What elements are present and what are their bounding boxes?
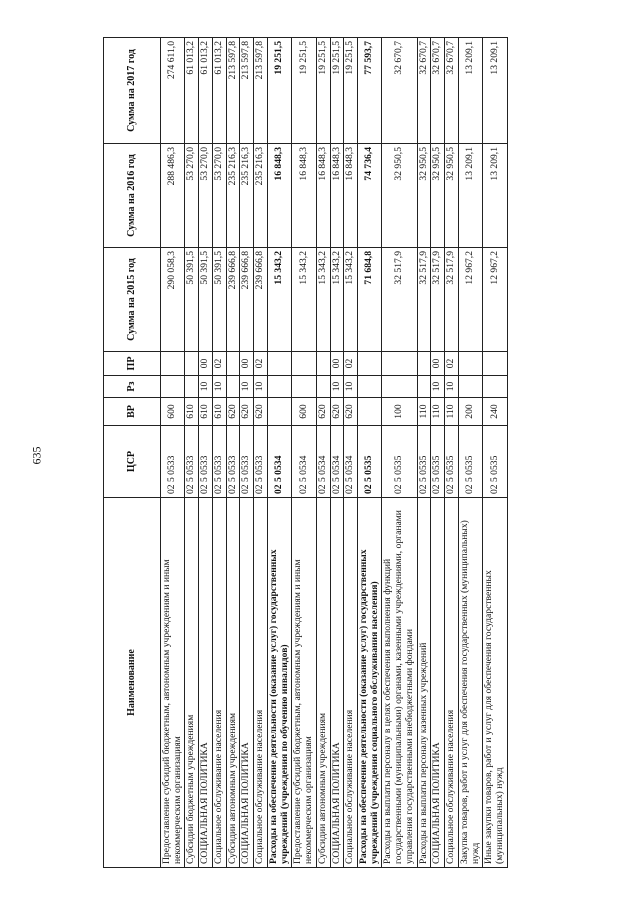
cell-sum-2017: 32 670,7	[382, 38, 417, 144]
cell-vr: 620	[330, 398, 344, 426]
header-sum-2017: Сумма на 2017 год	[104, 38, 161, 144]
table-row	[161, 38, 185, 868]
cell-sum-2015: 15 343,2	[292, 248, 316, 352]
cell-sum-2015: 15 343,2	[344, 248, 358, 352]
cell-pr	[358, 352, 382, 376]
cell-sum-2015: 32 517,9	[431, 248, 445, 352]
cell-sum-2017: 77 593,7	[358, 38, 382, 144]
cell-csr: 02 5 0535	[382, 426, 417, 498]
cell-name: СОЦИАЛЬНАЯ ПОЛИТИКА	[431, 498, 445, 868]
cell-pr	[316, 352, 330, 376]
cell-sum-2016: 13 209,1	[458, 144, 482, 248]
cell-csr: 02 5 0535	[431, 426, 445, 498]
header-rz: Рз	[104, 376, 161, 398]
cell-vr: 620	[240, 398, 254, 426]
table-row	[199, 38, 213, 868]
table-row	[330, 38, 344, 868]
cell-sum-2016: 16 848,3	[330, 144, 344, 248]
table-row	[226, 38, 240, 868]
cell-sum-2015: 15 343,2	[267, 248, 291, 352]
cell-rz	[483, 376, 507, 398]
table-row	[417, 38, 431, 868]
cell-pr: 00	[199, 352, 213, 376]
cell-pr: 02	[344, 352, 358, 376]
header-csr: ЦСР	[104, 426, 161, 498]
cell-sum-2015: 239 666,8	[254, 248, 268, 352]
table-row	[254, 38, 268, 868]
cell-rz: 10	[240, 376, 254, 398]
cell-rz	[316, 376, 330, 398]
budget-table-container	[103, 38, 640, 868]
cell-vr: 620	[226, 398, 240, 426]
cell-sum-2017: 61 013,2	[199, 38, 213, 144]
cell-name: Иные закупки товаров, работ и услуг для обеспечения государственных (муниципальных) нужд	[483, 498, 507, 868]
cell-csr: 02 5 0534	[316, 426, 330, 498]
cell-sum-2016: 32 950,5	[382, 144, 417, 248]
cell-csr: 02 5 0534	[344, 426, 358, 498]
cell-name: Социальное обслуживание населения	[344, 498, 358, 868]
cell-name: Социальное обслуживание населения	[212, 498, 226, 868]
table-row	[431, 38, 445, 868]
cell-csr: 02 5 0533	[161, 426, 185, 498]
cell-sum-2015: 12 967,2	[483, 248, 507, 352]
cell-name: Субсидии бюджетным учреждениям	[185, 498, 199, 868]
cell-pr: 00	[330, 352, 344, 376]
cell-sum-2016: 16 848,3	[267, 144, 291, 248]
cell-pr	[458, 352, 482, 376]
cell-rz	[382, 376, 417, 398]
cell-vr: 620	[254, 398, 268, 426]
cell-sum-2015: 50 391,5	[212, 248, 226, 352]
header-pr: ПР	[104, 352, 161, 376]
cell-pr	[417, 352, 431, 376]
table-row	[382, 38, 417, 868]
cell-sum-2016: 53 270,0	[185, 144, 199, 248]
cell-pr: 02	[445, 352, 459, 376]
cell-vr: 610	[212, 398, 226, 426]
cell-name: Расходы на обеспечение деятельности (оказание услуг) государственных учреждений (учреждения по обучению инвалидов)	[267, 498, 291, 868]
cell-rz: 10	[199, 376, 213, 398]
cell-vr: 240	[483, 398, 507, 426]
cell-pr	[382, 352, 417, 376]
cell-sum-2017: 13 209,1	[483, 38, 507, 144]
cell-rz: 10	[431, 376, 445, 398]
cell-csr: 02 5 0533	[185, 426, 199, 498]
cell-pr	[292, 352, 316, 376]
table-row	[445, 38, 459, 868]
cell-vr	[358, 398, 382, 426]
cell-sum-2016: 235 216,3	[226, 144, 240, 248]
cell-rz: 10	[254, 376, 268, 398]
cell-sum-2016: 235 216,3	[240, 144, 254, 248]
cell-pr	[226, 352, 240, 376]
cell-sum-2017: 19 251,5	[330, 38, 344, 144]
cell-sum-2017: 213 597,8	[240, 38, 254, 144]
cell-name: Расходы на выплаты персоналу в целях обеспечения выполнения функций государственными (муниципальными) органами, казенными учреждениями, органами управления государственными внебюджетными фондами	[382, 498, 417, 868]
cell-name: Социальное обслуживание населения	[445, 498, 459, 868]
cell-sum-2015: 50 391,5	[199, 248, 213, 352]
cell-csr: 02 5 0533	[240, 426, 254, 498]
header-vr: ВР	[104, 398, 161, 426]
cell-csr: 02 5 0533	[226, 426, 240, 498]
cell-vr: 620	[344, 398, 358, 426]
table-row	[240, 38, 254, 868]
cell-pr: 00	[431, 352, 445, 376]
cell-sum-2016: 16 848,3	[316, 144, 330, 248]
cell-rz: 10	[445, 376, 459, 398]
cell-csr: 02 5 0535	[458, 426, 482, 498]
cell-vr	[267, 398, 291, 426]
cell-name: Расходы на обеспечение деятельности (оказание услуг) государственных учреждений (учреждения социального обслуживания населения)	[358, 498, 382, 868]
cell-sum-2017: 32 670,7	[417, 38, 431, 144]
cell-csr: 02 5 0535	[358, 426, 382, 498]
cell-pr: 00	[240, 352, 254, 376]
cell-csr: 02 5 0534	[330, 426, 344, 498]
cell-sum-2017: 213 597,8	[226, 38, 240, 144]
cell-sum-2017: 32 670,7	[445, 38, 459, 144]
cell-rz	[185, 376, 199, 398]
cell-csr: 02 5 0535	[417, 426, 431, 498]
cell-sum-2017: 13 209,1	[458, 38, 482, 144]
header-name: Наименование	[104, 498, 161, 868]
cell-name: СОЦИАЛЬНАЯ ПОЛИТИКА	[240, 498, 254, 868]
cell-sum-2015: 32 517,9	[445, 248, 459, 352]
cell-sum-2017: 19 251,5	[292, 38, 316, 144]
cell-sum-2017: 61 013,2	[212, 38, 226, 144]
cell-name: СОЦИАЛЬНАЯ ПОЛИТИКА	[199, 498, 213, 868]
cell-vr: 600	[161, 398, 185, 426]
cell-name: Субсидии автономным учреждениям	[316, 498, 330, 868]
cell-csr: 02 5 0534	[292, 426, 316, 498]
cell-sum-2017: 32 670,7	[431, 38, 445, 144]
cell-vr: 110	[417, 398, 431, 426]
cell-csr: 02 5 0533	[254, 426, 268, 498]
cell-sum-2016: 32 950,5	[417, 144, 431, 248]
cell-sum-2015: 12 967,2	[458, 248, 482, 352]
cell-sum-2017: 19 251,5	[316, 38, 330, 144]
cell-name: Закупка товаров, работ и услуг для обеспечения государственных (муниципальных) нужд	[458, 498, 482, 868]
cell-sum-2015: 290 058,3	[161, 248, 185, 352]
cell-sum-2016: 288 486,3	[161, 144, 185, 248]
cell-pr	[185, 352, 199, 376]
header-sum-2016: Сумма на 2016 год	[104, 144, 161, 248]
cell-vr: 610	[199, 398, 213, 426]
cell-rz: 10	[344, 376, 358, 398]
table-row	[185, 38, 199, 868]
cell-csr: 02 5 0534	[267, 426, 291, 498]
cell-vr: 110	[431, 398, 445, 426]
cell-sum-2016: 74 736,4	[358, 144, 382, 248]
cell-rz	[267, 376, 291, 398]
cell-sum-2015: 15 343,2	[330, 248, 344, 352]
cell-rz	[458, 376, 482, 398]
cell-csr: 02 5 0533	[212, 426, 226, 498]
cell-sum-2017: 61 013,2	[185, 38, 199, 144]
table-row	[358, 38, 382, 868]
cell-sum-2016: 16 848,3	[292, 144, 316, 248]
cell-sum-2016: 13 209,1	[483, 144, 507, 248]
table-row	[267, 38, 291, 868]
cell-sum-2016: 53 270,0	[212, 144, 226, 248]
table-row	[483, 38, 507, 868]
cell-sum-2015: 239 666,8	[240, 248, 254, 352]
cell-sum-2015: 239 666,8	[226, 248, 240, 352]
cell-sum-2015: 32 517,9	[382, 248, 417, 352]
cell-vr: 620	[316, 398, 330, 426]
cell-pr: 02	[212, 352, 226, 376]
cell-sum-2015: 71 684,8	[358, 248, 382, 352]
cell-sum-2015: 15 343,2	[316, 248, 330, 352]
cell-name: СОЦИАЛЬНАЯ ПОЛИТИКА	[330, 498, 344, 868]
cell-sum-2015: 50 391,5	[185, 248, 199, 352]
rotated-page	[103, 38, 640, 868]
cell-name: Предоставление субсидий бюджетным, автономным учреждениям и иным некоммерческим организациям	[161, 498, 185, 868]
page-number: 635	[29, 446, 44, 465]
cell-name: Субсидии автономным учреждениям	[226, 498, 240, 868]
cell-sum-2016: 53 270,0	[199, 144, 213, 248]
cell-sum-2016: 235 216,3	[254, 144, 268, 248]
cell-csr: 02 5 0535	[445, 426, 459, 498]
cell-sum-2016: 32 950,5	[445, 144, 459, 248]
cell-name: Предоставление субсидий бюджетным, автономным учреждениям и иным некоммерческим организациям	[292, 498, 316, 868]
cell-rz: 10	[212, 376, 226, 398]
table-row	[212, 38, 226, 868]
cell-vr: 200	[458, 398, 482, 426]
cell-csr: 02 5 0535	[483, 426, 507, 498]
cell-sum-2017: 19 251,5	[344, 38, 358, 144]
table-row	[458, 38, 482, 868]
budget-table	[103, 37, 508, 868]
cell-csr: 02 5 0533	[199, 426, 213, 498]
cell-vr: 100	[382, 398, 417, 426]
cell-sum-2016: 32 950,5	[431, 144, 445, 248]
cell-sum-2017: 274 611,0	[161, 38, 185, 144]
cell-rz	[292, 376, 316, 398]
cell-rz	[226, 376, 240, 398]
cell-name: Социальное обслуживание населения	[254, 498, 268, 868]
cell-rz	[417, 376, 431, 398]
table-body	[161, 38, 508, 868]
cell-rz	[358, 376, 382, 398]
cell-vr: 600	[292, 398, 316, 426]
cell-vr: 110	[445, 398, 459, 426]
cell-vr: 610	[185, 398, 199, 426]
header-row	[104, 38, 161, 868]
table-row	[344, 38, 358, 868]
cell-sum-2017: 213 597,8	[254, 38, 268, 144]
cell-rz	[161, 376, 185, 398]
cell-sum-2016: 16 848,3	[344, 144, 358, 248]
cell-sum-2015: 32 517,9	[417, 248, 431, 352]
cell-pr: 02	[254, 352, 268, 376]
table-row	[316, 38, 330, 868]
cell-rz: 10	[330, 376, 344, 398]
table-row	[292, 38, 316, 868]
cell-pr	[483, 352, 507, 376]
cell-pr	[161, 352, 185, 376]
cell-name: Расходы на выплаты персоналу казенных учреждений	[417, 498, 431, 868]
header-sum-2015: Сумма на 2015 год	[104, 248, 161, 352]
cell-sum-2017: 19 251,5	[267, 38, 291, 144]
cell-pr	[267, 352, 291, 376]
